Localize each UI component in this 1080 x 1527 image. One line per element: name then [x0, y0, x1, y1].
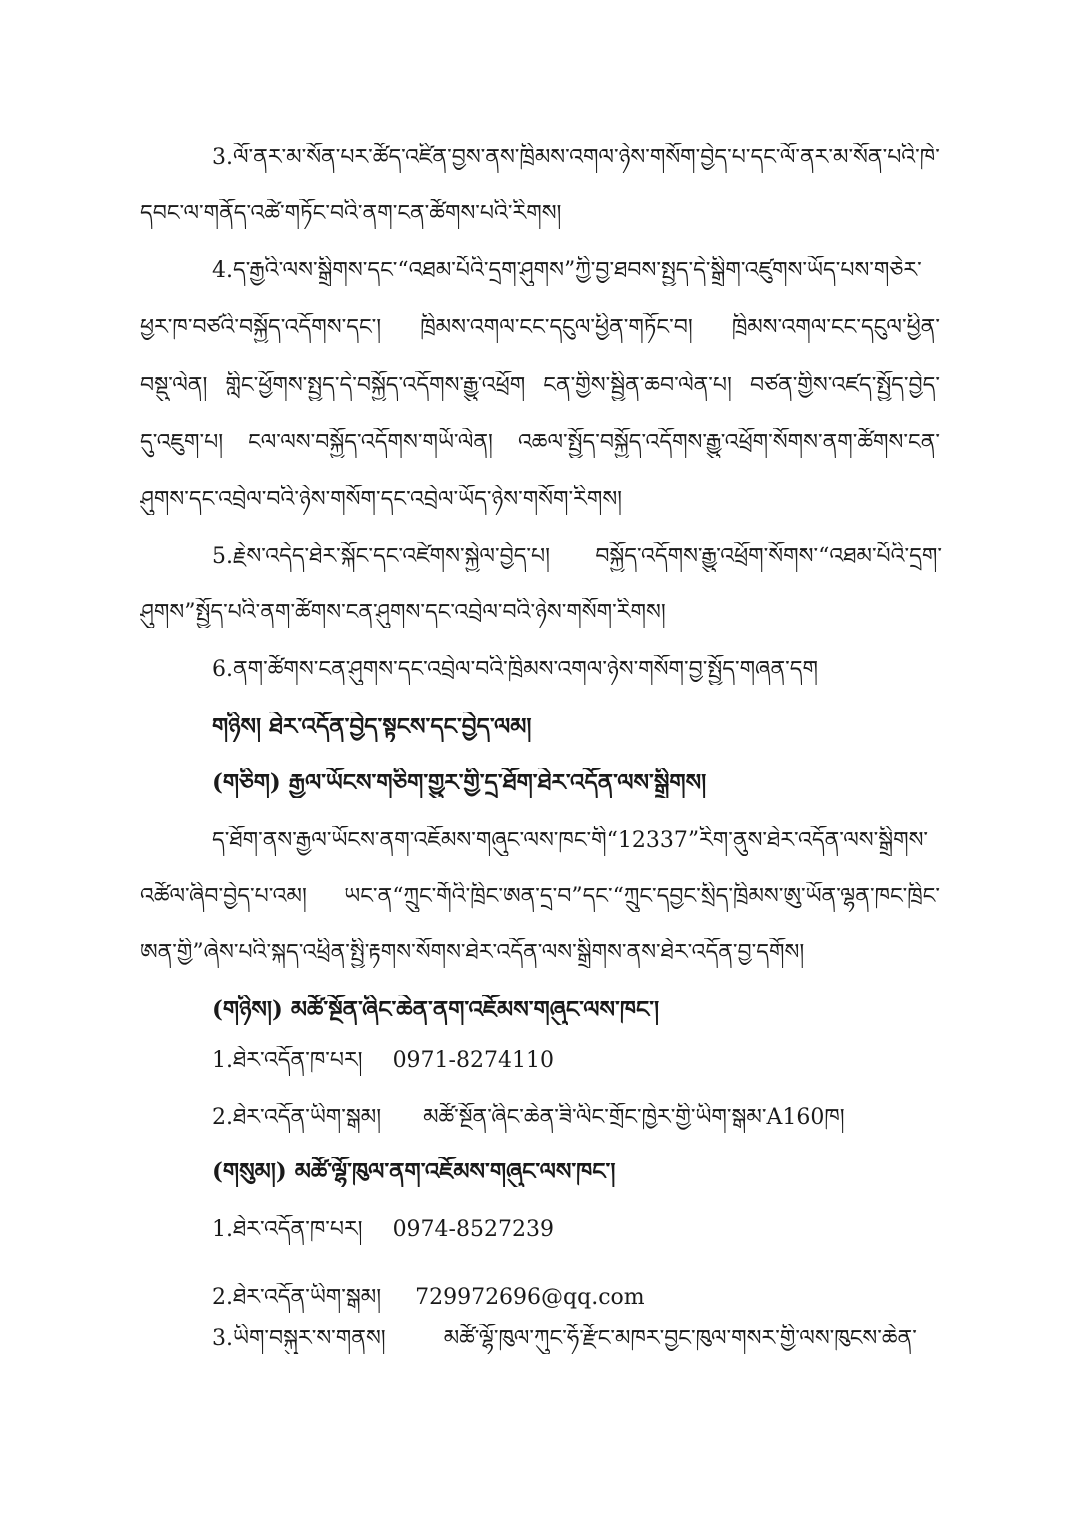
paragraph-3-line-1: 3.ལོ་ནར་མ་སོན་པར་ཚོད་འཛིན་བྱས་ནས་ཁྲིམས་འགལ་ཉེས་གསོག་བྱེད་པ་དང་ལོ་ནར་མ་སོན་པའི་ཁེ་	[212, 145, 940, 170]
subsection-1-line-2	[140, 882, 940, 912]
subsection-1-line-3: ཨན་གྱི”ཞེས་པའི་སྐད་འཕྲིན་སྤྱི་རྟགས་སོགས་ཐེར་འདོན་ལས་སྒྲིགས་ནས་ཐེར་འདོན་བྱ་དགོས།	[140, 940, 805, 965]
phone-number: 0971-8274110	[392, 1048, 554, 1073]
paragraph-4-line-2	[140, 313, 940, 343]
text-segment: 5.རྗེས་འདེད་ཐེར་སྐོང་དང་འཛེགས་སྐྱེལ་བྱེད་པ།	[212, 544, 551, 569]
paragraph-4-line-3	[140, 371, 940, 401]
subsection-3-address-line	[212, 1324, 942, 1354]
text-segment: དུ་འཇུག་པ།	[140, 430, 224, 455]
paragraph-3-line-2: དབང་ལ་གནོད་འཚེ་གཏོང་བའི་ནག་ངན་ཚོགས་པའི་རིགས།	[140, 201, 562, 226]
text-segment: ངན་གྱིས་སྦྱིན་ཆབ་ལེན་པ།	[543, 373, 732, 398]
mail-label: 2.ཐེར་འདོན་ཡིག་སྒམ།	[212, 1105, 382, 1130]
subsection-2-heading: (གཉིས།) མཚོ་སྔོན་ཞིང་ཆེན་ནག་འཇོམས་གཞུང་ལས་ཁང་།	[212, 996, 660, 1023]
text-segment: ཁྲིམས་འགལ་ངང་དངུལ་ཕྱིན་གཏོང་བ།	[420, 315, 693, 340]
phone-label: 1.ཐེར་འདོན་ཁ་པར།	[212, 1217, 363, 1242]
subsection-3-mail-line	[212, 1283, 942, 1313]
text-segment: བཙན་གྱིས་འཛད་སྤྱོད་བྱེད་	[750, 373, 940, 398]
text-segment: འཆལ་སྤྱོད་བསྐྱོད་འདོགས་རྒྱུ་འཕྲོག་སོགས་ནག་ཚོགས་ངན་	[517, 430, 940, 455]
email-address: 729972696@qq.com	[415, 1285, 645, 1310]
subsection-2-mail-line	[212, 1103, 942, 1133]
text-segment: ཁྲིམས་འགལ་ངང་དངུལ་ཕྱིན་	[731, 315, 940, 340]
subsection-3-phone-line	[212, 1215, 942, 1245]
subsection-3-heading: (གསུམ།) མཚོ་ལྷོ་ཁུལ་ནག་འཇོམས་གཞུང་ལས་ཁང་།	[212, 1158, 616, 1185]
paragraph-4-line-5: ཤུགས་དང་འབྲེལ་བའི་ཉེས་གསོག་དང་འབྲེལ་ཡོད་ཉེས་གསོག་རིགས།	[140, 487, 623, 512]
postal-address: མཚོ་ལྷོ་ཁུལ་ཀུང་ཧོ་རྫོང་མཁར་བྱང་ཁུལ་གསར་གྱི་ལས་ཁུངས་ཆེན་	[443, 1326, 917, 1351]
text-segment: འཚོལ་ཞིབ་བྱེད་པ་འམ།	[140, 884, 307, 909]
text-segment: གླིང་ཕྱོགས་སྤྱད་དེ་བསྐྱོད་འདོགས་རྒྱུ་འཕྲོག	[225, 373, 526, 398]
subsection-1-heading: (གཅིག) རྒྱལ་ཡོངས་གཅིག་གྱུར་གྱི་དྲ་ཐོག་ཐེར་འདོན་ལས་སྒྲིགས།	[212, 769, 707, 796]
phone-label: 1.ཐེར་འདོན་ཁ་པར།	[212, 1048, 363, 1073]
paragraph-5-line-2: ཤུགས”སྤྱོད་པའི་ནག་ཚོགས་ངན་ཤུགས་དང་འབྲེལ་བའི་ཉེས་གསོག་རིགས།	[140, 600, 666, 625]
paragraph-6-line-1: 6.ནག་ཚོགས་ངན་ཤུགས་དང་འབྲེལ་བའི་ཁྲིམས་འགལ་ཉེས་གསོག་བྱ་སྤྱོད་གཞན་དག	[212, 657, 818, 682]
text-segment: བསྡུ་ལེན།	[140, 373, 208, 398]
text-segment: ངལ་ལས་བསྐྱོད་འདོགས་གཡོ་ལེན།	[248, 430, 493, 455]
section-2-heading: གཉིས། ཐེར་འདོན་བྱེད་སྟངས་དང་བྱེད་ལམ།	[212, 713, 532, 740]
mail-address: མཚོ་སྔོན་ཞིང་ཆེན་ཟི་ལིང་གྲོང་ཁྱེར་གྱི་ཡིག་སྒམ་A160ཁ།	[423, 1105, 845, 1130]
paragraph-5-line-1	[212, 542, 942, 572]
subsection-2-phone-line	[212, 1046, 942, 1076]
paragraph-4-line-1: 4.ད་རྒྱའི་ལས་སྒྲིགས་དང་“འཐམ་པོའི་དྲག་ཤུགས”ཀྱི་བྱ་ཐབས་སྤྱད་དེ་སྒྲིག་འཛུགས་ཡོད་པས་གཅེར་	[212, 258, 922, 283]
text-segment: ཕྱར་ཁ་བཙའི་བསྐྱོད་འདོགས་དང་།	[140, 315, 382, 340]
phone-number: 0974-8527239	[392, 1217, 554, 1242]
mail-label: 2.ཐེར་འདོན་ཡིག་སྒམ།	[212, 1285, 382, 1310]
paragraph-4-line-4	[140, 428, 940, 458]
address-label: 3.ཡིག་བསྐུར་ས་གནས།	[212, 1326, 386, 1351]
subsection-1-line-1: ད་ཐོག་ནས་རྒྱལ་ཡོངས་ནག་འཇོམས་གཞུང་ལས་ཁང་གི“12337”རིག་ནུས་ཐེར་འདོན་ལས་སྒྲིགས་	[212, 828, 929, 853]
text-segment: ཡང་ན“ཀྲུང་གོའི་ཁྲིང་ཨན་དྲ་བ”དང་“ཀྲུང་དབྱང་སྲིད་ཁྲིམས་ཨུ་ཡོན་ལྷན་ཁང་ཁྲིང་	[344, 884, 940, 909]
text-segment: བསྐྱོད་འདོགས་རྒྱུ་འཕྲོག་སོགས་“འཐམ་པོའི་དྲག་	[595, 544, 942, 569]
